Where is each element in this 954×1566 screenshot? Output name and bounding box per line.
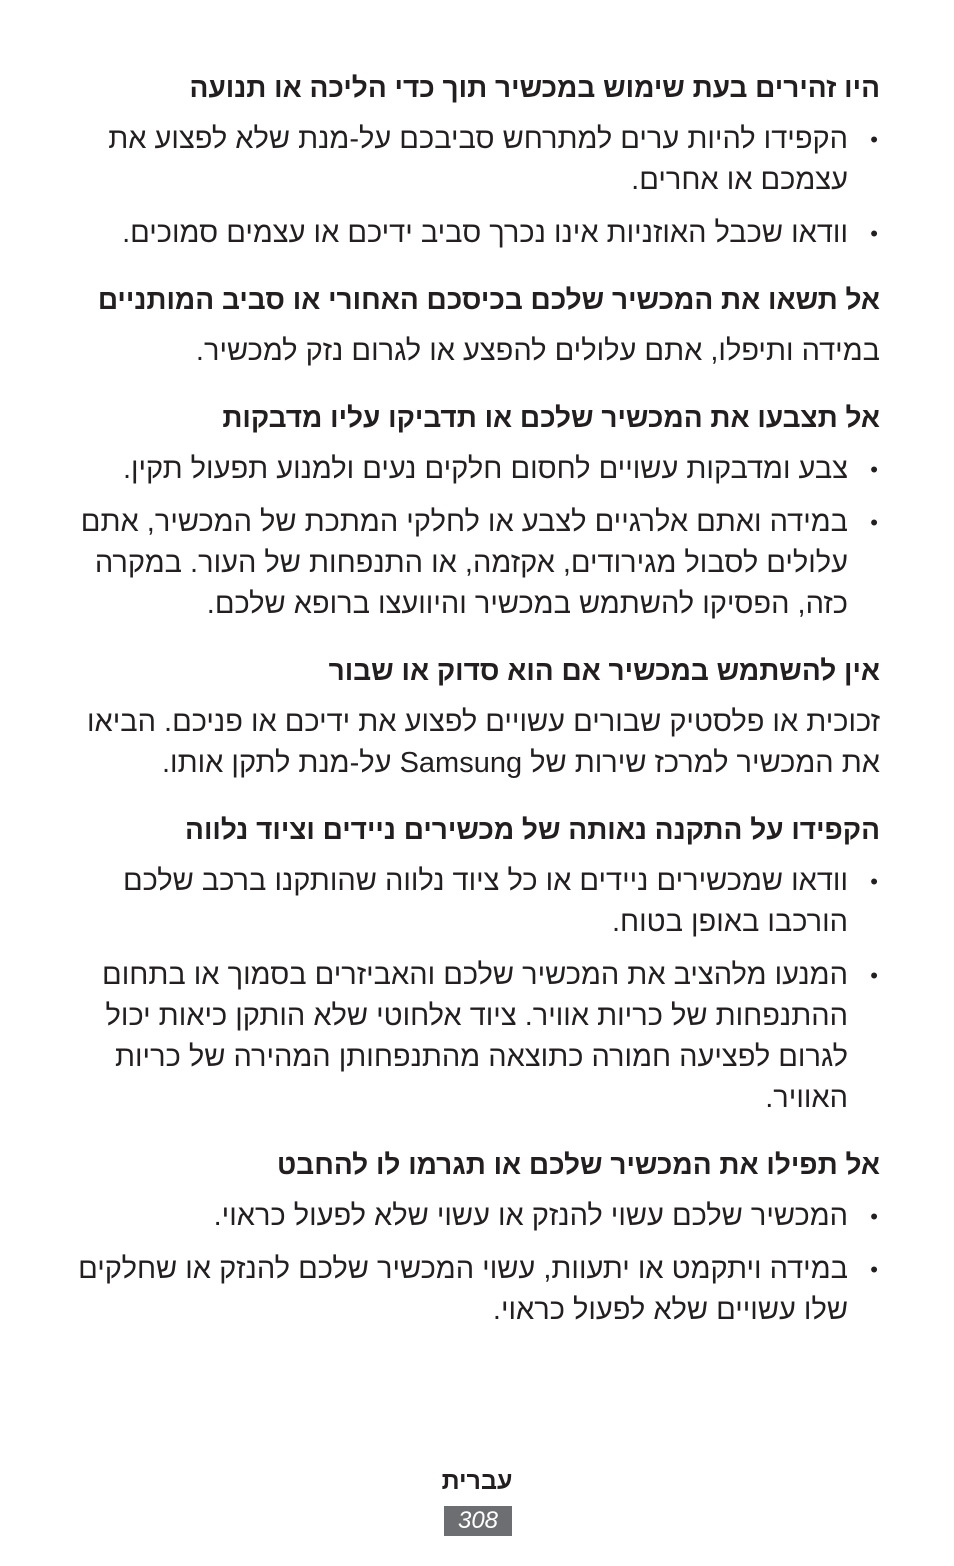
- bullet-text: צבע ומדבקות עשויים לחסום חלקים נעים ולמנוע תפעול תקין.: [122, 453, 848, 485]
- section-pocket: [78, 282, 880, 372]
- list-item: [78, 861, 880, 943]
- section-heading: אל תשאו את המכשיר שלכם בכיסכם האחורי או סביב המותניים: [97, 284, 880, 315]
- section-walking: [78, 70, 880, 254]
- bullet-list: [78, 861, 880, 1119]
- bullet-text: וודאו שכבל האוזניות אינו נכרך סביב ידיכם או עצמים סמוכים.: [122, 217, 848, 249]
- section-heading: היו זהירים בעת שימוש במכשיר תוך כדי הליכה או תנועה: [189, 72, 880, 103]
- section-heading: אל תצבעו את המכשיר שלכם או תדביקו עליו מדבקות: [222, 402, 880, 433]
- footer-language: עברית: [441, 1467, 513, 1495]
- document-body: [78, 70, 880, 1359]
- section-paint: [78, 400, 880, 625]
- list-item: [78, 449, 880, 490]
- bullet-icon: •: [870, 127, 878, 152]
- section-installation: [78, 812, 880, 1119]
- list-item: [78, 502, 880, 625]
- bullet-list: [78, 119, 880, 254]
- bullet-text: במידה ואתם אלרגיים לצבע או לחלקי המתכת של המכשיר, אתם עלולים לסבול מגירודים, אקזמה, או התנפחות של העור. במקרה כזה, הפסיקו להשתמש במכשיר והיוועצו ברופא שלכם.: [80, 506, 848, 620]
- list-item: [78, 213, 880, 254]
- list-item: [78, 1249, 880, 1331]
- bullet-text: הקפידו להיות ערים למתרחש סביבכם על-מנת שלא לפצוע את עצמכם או אחרים.: [108, 123, 848, 196]
- bullet-text: המכשיר שלכם עשוי להנזק או עשוי שלא לפעול כראוי.: [213, 1200, 848, 1232]
- bullet-icon: •: [870, 869, 878, 894]
- bullet-text: המנעו מלהציב את המכשיר שלכם והאביזרים בסמוך או בתחום ההתנפחות של כריות אוויר. ציוד אלחוטי שלא הותקן כיאות יכול לגרום לפציעה חמורה כתוצאה מהתנפחותן המהירה של כריות האוויר.: [102, 959, 848, 1114]
- bullet-list: [78, 449, 880, 625]
- bullet-text: וודאו שמכשירים ניידים או כל ציוד נלווה שהותקנו ברכב שלכם הורכבו באופן בטוח.: [122, 865, 848, 938]
- section-paragraph: במידה ותיפלו, אתם עלולים להפצע או לגרום נזק למכשיר.: [195, 335, 880, 367]
- bullet-icon: •: [870, 221, 878, 246]
- section-heading: הקפידו על התקנה נאותה של מכשירים ניידים וציוד נלווה: [185, 814, 880, 845]
- bullet-icon: •: [870, 1257, 878, 1282]
- list-item: [78, 119, 880, 201]
- bullet-list: [78, 1196, 880, 1331]
- section-heading: אין להשתמש במכשיר אם הוא סדוק או שבור: [328, 655, 880, 686]
- bullet-icon: •: [870, 1204, 878, 1229]
- list-item: [78, 955, 880, 1119]
- list-item: [78, 1196, 880, 1237]
- bullet-icon: •: [870, 457, 878, 482]
- page-number-badge: 308: [444, 1506, 512, 1536]
- bullet-icon: •: [870, 510, 878, 535]
- section-drop: [78, 1147, 880, 1331]
- bullet-icon: •: [870, 963, 878, 988]
- section-heading: אל תפילו את המכשיר שלכם או תגרמו לו להחבט: [277, 1149, 880, 1180]
- section-cracked: [78, 653, 880, 784]
- section-paragraph: זכוכית או פלסטיק שבורים עשויים לפצוע את ידיכם או פניכם. הביאו את המכשיר למרכז שירות של Samsung על-מנת לתקן אותו.: [86, 706, 880, 779]
- bullet-text: במידה ויתקמט או יתעוות, עשוי המכשיר שלכם להנזק או שחלקים שלו עשויים שלא לפעול כראוי.: [78, 1253, 848, 1326]
